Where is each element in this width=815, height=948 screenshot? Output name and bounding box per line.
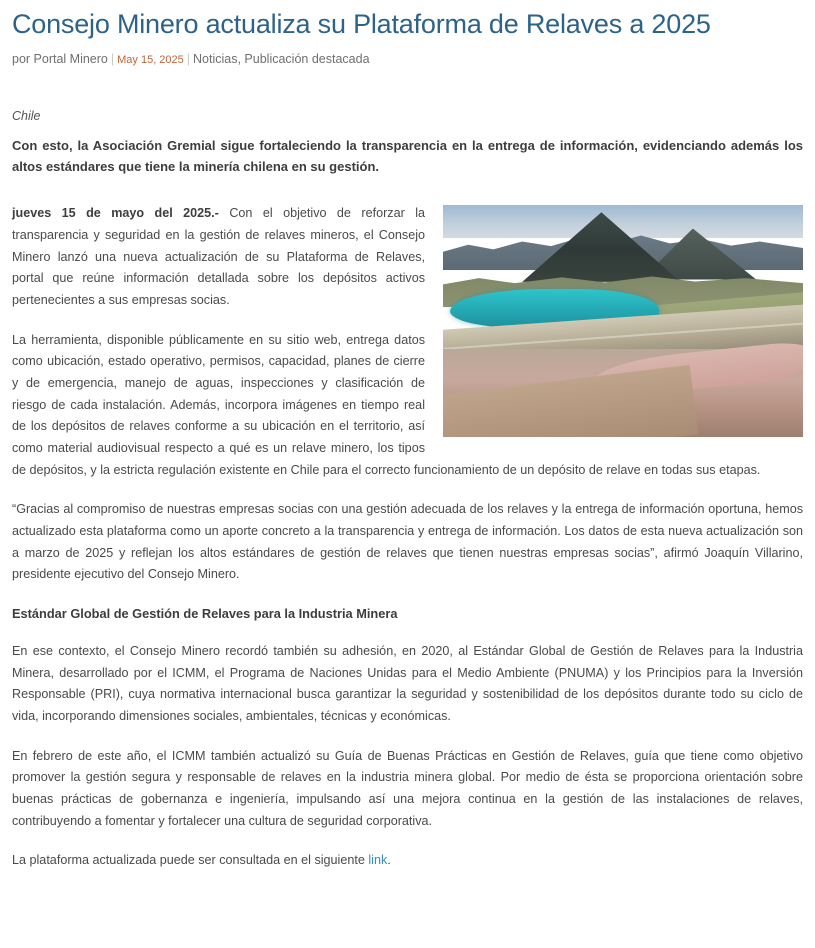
platform-link[interactable]: link [368, 853, 388, 868]
paragraph-6-text-after: . [387, 853, 391, 868]
page-title: Consejo Minero actualiza su Plataforma de Relaves a 2025 [12, 9, 711, 39]
paragraph-5: En febrero de este año, el ICMM también actualizó su Guía de Buenas Prácticas en Gestión de Relaves, guía que tiene como objetivo promover la gestión segura y responsable de relaves en la industria minera global. Por medio de ésta se proporciona orientación sobre buenas prácticas de gobernanza e ingeniería, impulsando así una mejora continua en la gestión de las instalaciones de relaves, contribuyendo a fomentar y fortalecer una cultura de seguridad corporativa. [12, 748, 803, 828]
article-body [12, 203, 803, 890]
paragraph-2: La herramienta, disponible públicamente en su sitio web, entrega datos como ubicación, estado operativo, permisos, capacidad, planes de cierre y de emergencia, manejo de aguas, inspecciones y clasificación de riesgo de cada instalación. Además, incorpora imágenes en tiempo real de los depósitos de relaves conforme a su ubicación en el territorio, así como material audiovisual respecto a qué es un relave minero, los tipos de depósitos, y la estricta regulación existente en Chile para el correcto funcionamiento de un depósito de relave en todas sus etapas. [12, 332, 761, 477]
paragraph-1-text: Con el objetivo de reforzar la transparencia y seguridad en la gestión de relaves mineros, el Consejo Minero lanzó una nueva actualización de su Plataforma de Relaves, portal que reúne información detallada sobre los depósitos activos pertenecientes a sus empresas socias. [12, 206, 425, 307]
paragraph-6 [12, 850, 803, 872]
paragraph-4: En ese contexto, el Consejo Minero recordó también su adhesión, en 2020, al Estándar Global de Gestión de Relaves para la Industria Minera, desarrollado por el ICMM, el Programa de Naciones Unidas para el Medio Ambiente (PNUMA) y los Principios para la Inversión Responsable (PRI), cuya normativa internacional busca garantizar la seguridad y sostenibilidad de los depósitos durante todo su ciclo de vida, incorporando dimensiones sociales, ambientales, técnicas y económicas. [12, 644, 803, 723]
paragraph-1-dateline: jueves 15 de mayo del 2025.- [12, 206, 219, 221]
article-figure [443, 205, 803, 437]
article-meta [12, 51, 803, 67]
meta-author: por Portal Minero [12, 51, 108, 66]
tailings-photo [443, 205, 803, 437]
paragraph-6-text-before: La plataforma actualizada puede ser consultada en el siguiente [12, 853, 369, 868]
meta-date[interactable]: May 15, 2025 [117, 53, 184, 66]
article-lead: Con esto, la Asociación Gremial sigue fortaleciendo la transparencia en la entrega de información, evidenciando además los altos estándares que tiene la minería chilena en su gestión. [12, 138, 803, 175]
meta-categories[interactable]: Noticias, Publicación destacada [193, 51, 370, 66]
meta-separator-1: | [110, 51, 115, 66]
article-kicker: Chile [12, 109, 41, 124]
meta-separator-2: | [186, 51, 191, 66]
section-subheading: Estándar Global de Gestión de Relaves para la Industria Minera [12, 605, 398, 621]
paragraph-3-quote: “Gracias al compromiso de nuestras empresas socias con una gestión adecuada de los relaves y la entrega de información oportuna, hemos actualizado esta plataforma como un aporte concreto a la transparencia y entrega de información. Los datos de esta nueva actualización son a marzo de 2025 y reflejan los altos estándares de gestión de relaves que tienen nuestras empresas socias”, afirmó Joaquín Villarino, presidente ejecutivo del Consejo Minero. [12, 502, 803, 582]
